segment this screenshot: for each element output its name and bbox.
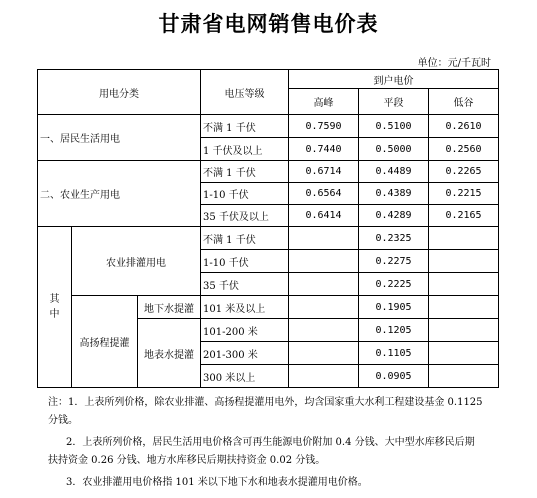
flat-price: 0.5100 xyxy=(359,115,429,138)
among-label-char: 中 xyxy=(49,309,60,320)
peak-price: 0.6564 xyxy=(289,183,359,205)
note-1-line-2: 分钱。 xyxy=(48,415,78,426)
note-1-line-1: 注：1．上表所列价格，除农业排灌、高扬程提灌用电外，均含国家重大水利工程建设基金 0.1125 xyxy=(48,397,483,408)
valley-price: 0.2265 xyxy=(429,161,499,183)
valley-price xyxy=(429,250,499,273)
valley-price xyxy=(429,365,499,388)
flat-price: 0.1205 xyxy=(359,319,429,342)
valley-price: 0.2215 xyxy=(429,183,499,205)
flat-price: 0.4289 xyxy=(359,205,429,227)
valley-price: 0.2560 xyxy=(429,138,499,161)
voltage-cell: 不满 1 千伏 xyxy=(201,115,289,138)
unit-label: 单位：元/千瓦时 xyxy=(417,58,491,69)
voltage-cell: 101 米及以上 xyxy=(201,296,289,319)
category-irrigation: 农业排灌用电 xyxy=(72,227,201,296)
category-agriculture: 二、农业生产用电 xyxy=(38,161,201,227)
peak-price xyxy=(289,342,359,365)
flat-price: 0.2275 xyxy=(359,250,429,273)
header-voltage: 电压等级 xyxy=(201,70,289,115)
header-category: 用电分类 xyxy=(38,70,201,115)
flat-price: 0.1105 xyxy=(359,342,429,365)
among-label-char: 其 xyxy=(49,294,60,305)
category-residential: 一、居民生活用电 xyxy=(38,115,201,161)
header-valley: 低谷 xyxy=(429,89,499,115)
table-row xyxy=(38,115,499,138)
voltage-cell: 101-200 米 xyxy=(201,319,289,342)
valley-price: 0.2165 xyxy=(429,205,499,227)
tariff-table xyxy=(37,69,499,388)
valley-price: 0.2610 xyxy=(429,115,499,138)
voltage-cell: 1-10 千伏 xyxy=(201,250,289,273)
note-2-line-2: 扶持资金 0.26 分钱、地方水库移民后期扶持资金 0.02 分钱。 xyxy=(48,455,326,466)
peak-price xyxy=(289,296,359,319)
valley-price xyxy=(429,319,499,342)
category-groundwater: 地下水提灌 xyxy=(138,296,201,319)
peak-price xyxy=(289,250,359,273)
flat-price: 0.4489 xyxy=(359,161,429,183)
voltage-cell: 不满 1 千伏 xyxy=(201,161,289,183)
table-row xyxy=(38,296,499,319)
flat-price: 0.5000 xyxy=(359,138,429,161)
valley-price xyxy=(429,342,499,365)
voltage-cell: 35 千伏及以上 xyxy=(201,205,289,227)
peak-price: 0.6714 xyxy=(289,161,359,183)
flat-price: 0.2225 xyxy=(359,273,429,296)
category-surface: 地表水提灌 xyxy=(138,319,201,388)
voltage-cell: 35 千伏 xyxy=(201,273,289,296)
valley-price xyxy=(429,227,499,250)
table-row xyxy=(38,227,499,250)
flat-price: 0.2325 xyxy=(359,227,429,250)
peak-price: 0.6414 xyxy=(289,205,359,227)
header-flat: 平段 xyxy=(359,89,429,115)
header-price-group: 到户电价 xyxy=(289,70,499,89)
category-high-lift: 高扬程提灌 xyxy=(72,296,138,388)
valley-price xyxy=(429,273,499,296)
voltage-cell: 不满 1 千伏 xyxy=(201,227,289,250)
flat-price: 0.4389 xyxy=(359,183,429,205)
note-2-line-1: 2．上表所列价格，居民生活用电价格含可再生能源电价附加 0.4 分钱、大中型水库移民后期 xyxy=(66,437,475,448)
peak-price xyxy=(289,227,359,250)
table-row xyxy=(38,161,499,183)
note-3-line-1: 3．农业排灌用电价格指 101 米以下地下水和地表水提灌用电价格。 xyxy=(66,477,368,488)
voltage-cell: 201-300 米 xyxy=(201,342,289,365)
among-label xyxy=(38,227,72,388)
peak-price xyxy=(289,365,359,388)
valley-price xyxy=(429,296,499,319)
flat-price: 0.0905 xyxy=(359,365,429,388)
peak-price: 0.7440 xyxy=(289,138,359,161)
peak-price: 0.7590 xyxy=(289,115,359,138)
header-peak: 高峰 xyxy=(289,89,359,115)
page-title: 甘肃省电网销售电价表 xyxy=(158,11,379,36)
peak-price xyxy=(289,319,359,342)
voltage-cell: 1 千伏及以上 xyxy=(201,138,289,161)
peak-price xyxy=(289,273,359,296)
flat-price: 0.1905 xyxy=(359,296,429,319)
voltage-cell: 1-10 千伏 xyxy=(201,183,289,205)
voltage-cell: 300 米以上 xyxy=(201,365,289,388)
